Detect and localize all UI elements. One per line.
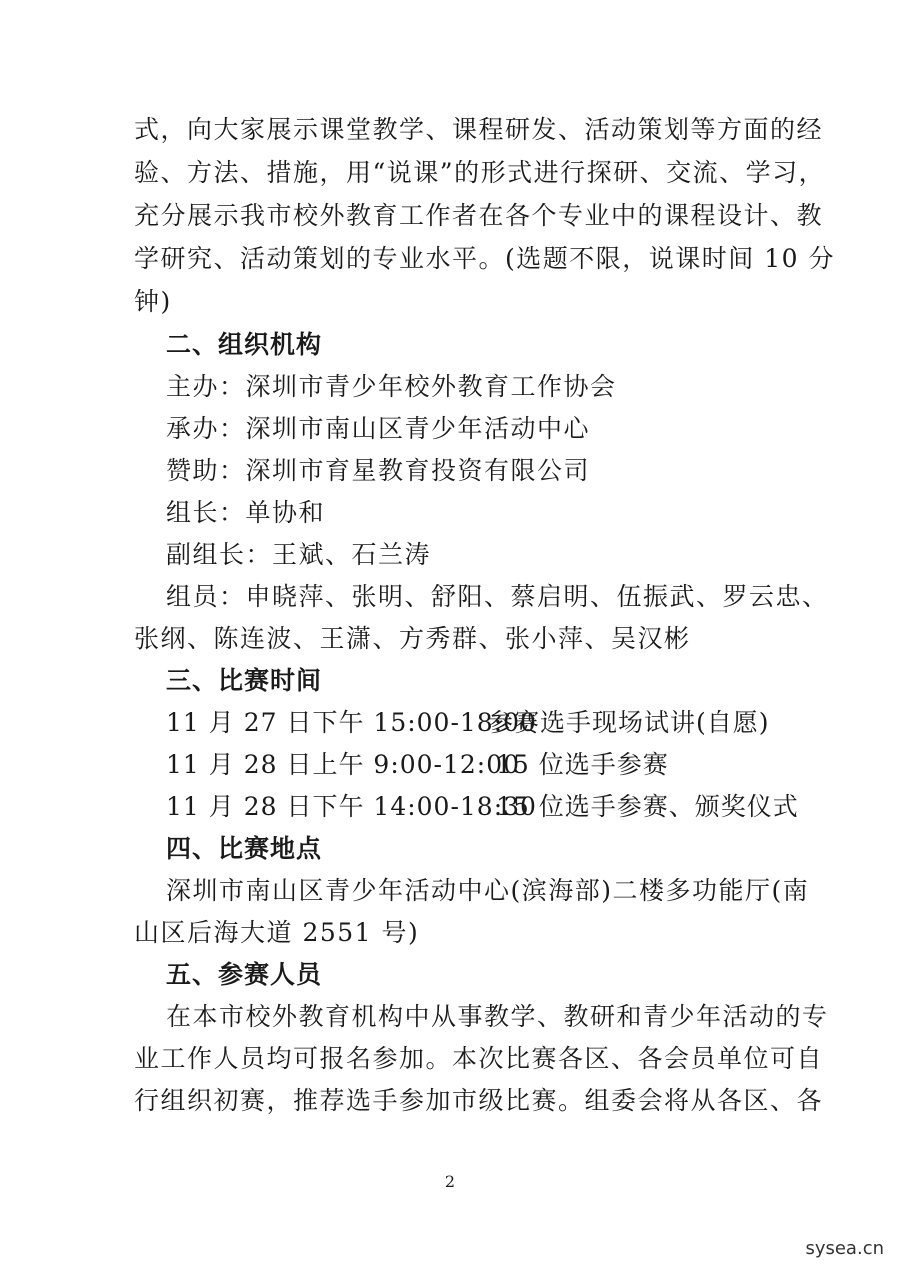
participants-line-1: 在本市校外教育机构中从事教学、教研和青少年活动的专: [166, 1002, 829, 1031]
participants-line-2: 业工作人员均可报名参加。本次比赛各区、各会员单位可自: [134, 1044, 824, 1073]
venue-line-2: 山区后海大道 2551 号): [134, 918, 420, 947]
section-heading-venue: 四、比赛地点: [166, 834, 323, 863]
page-number: 2: [444, 1172, 456, 1191]
org-sponsor: 赞助：深圳市育星教育投资有限公司: [166, 456, 591, 485]
section-heading-organization: 二、组织机构: [166, 330, 323, 359]
org-organizer: 承办：深圳市南山区青少年活动中心: [166, 414, 591, 443]
org-members-line-2: 张纲、陈连波、王潇、方秀群、张小萍、吴汉彬: [134, 624, 691, 653]
schedule-event: 15 位选手参赛、颁奖仪式: [496, 792, 799, 821]
intro-line-2: 验、方法、措施，用“说课”的形式进行探研、交流、学习，: [134, 158, 826, 187]
intro-line-4: 学研究、活动策划的专业水平。(选题不限，说课时间 10 分: [134, 244, 835, 273]
org-host: 主办：深圳市青少年校外教育工作协会: [166, 372, 617, 401]
venue-line-1: 深圳市南山区青少年活动中心(滨海部)二楼多功能厅(南: [166, 876, 810, 905]
intro-line-5: 钟): [134, 287, 172, 316]
schedule-event: 参赛选手现场试讲(自愿): [488, 708, 770, 737]
intro-line-1: 式，向大家展示课堂教学、课程研发、活动策划等方面的经: [134, 115, 824, 144]
org-leader: 组长：单协和: [166, 498, 326, 527]
org-deputy: 副组长：王斌、石兰涛: [166, 540, 432, 569]
schedule-time: 11 月 28 日上午 9:00-12:00: [166, 750, 521, 779]
participants-line-3: 行组织初赛，推荐选手参加市级比赛。组委会将从各区、各: [134, 1086, 824, 1115]
schedule-time: 11 月 28 日下午 14:00-18:30: [166, 792, 537, 821]
section-heading-participants: 五、参赛人员: [166, 960, 323, 989]
schedule-time: 11 月 27 日下午 15:00-18:00: [166, 708, 537, 737]
section-heading-schedule: 三、比赛时间: [166, 666, 323, 695]
intro-line-3: 充分展示我市校外教育工作者在各个专业中的课程设计、教: [134, 201, 824, 230]
schedule-event: 15 位选手参赛: [496, 750, 669, 779]
site-watermark: sysea.cn: [805, 1238, 884, 1259]
org-members-line-1: 组员：申晓萍、张明、舒阳、蔡启明、伍振武、罗云忠、: [166, 582, 829, 611]
